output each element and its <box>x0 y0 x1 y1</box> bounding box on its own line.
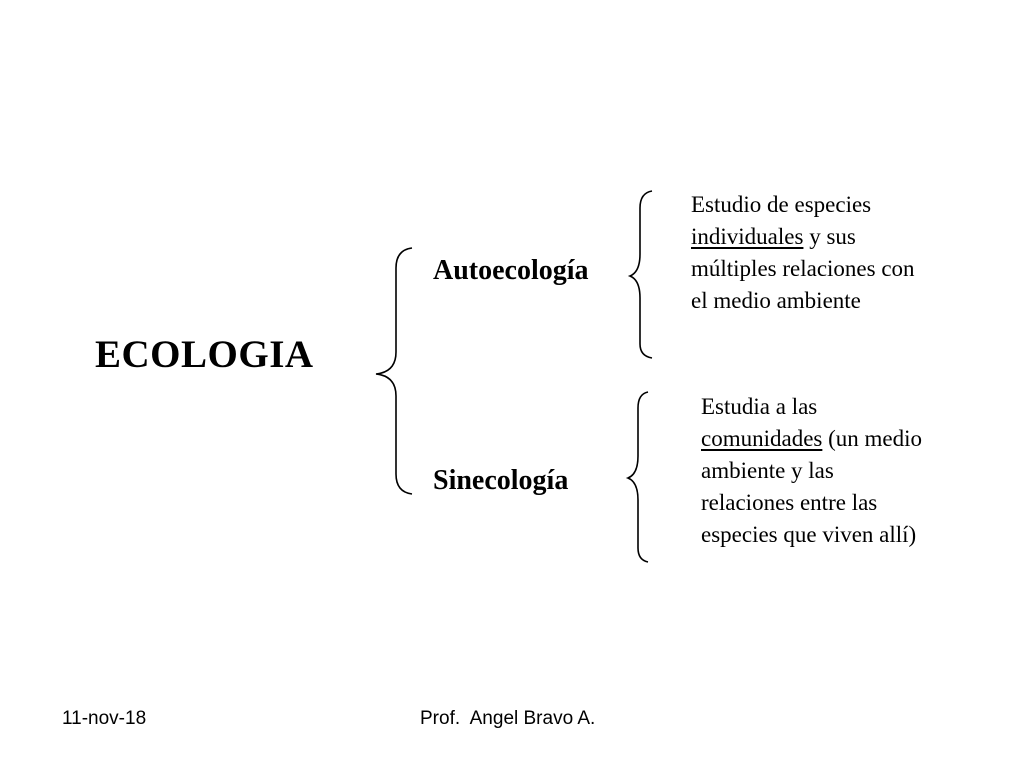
main-brace <box>376 248 412 494</box>
sinecologia-brace <box>628 392 648 562</box>
description-text: y sus <box>803 224 856 249</box>
autoecologia-brace <box>630 191 652 358</box>
underlined-term: comunidades <box>701 426 823 451</box>
description-text: (un medio <box>822 426 923 451</box>
description-line: ambiente y las <box>701 458 834 483</box>
autoecologia-description <box>691 189 915 317</box>
footer-date: 11-nov-18 <box>62 708 147 729</box>
description-line <box>701 423 922 455</box>
description-line: especies que viven allí) <box>701 522 917 547</box>
description-line <box>691 221 915 253</box>
branch-label-autoecologia: Autoecología <box>433 255 589 286</box>
description-line: Estudia a las <box>701 394 818 419</box>
description-line: el medio ambiente <box>691 288 861 313</box>
description-line: relaciones entre las <box>701 490 878 515</box>
description-line: múltiples relaciones con <box>691 256 915 281</box>
branch-label-sinecologia: Sinecología <box>433 465 569 496</box>
footer-author: Prof. Angel Bravo A. <box>420 708 596 729</box>
sinecologia-description <box>701 391 922 551</box>
underlined-term: individuales <box>691 224 804 249</box>
diagram-title: ECOLOGIA <box>95 333 314 376</box>
description-line: Estudio de especies <box>691 192 872 217</box>
